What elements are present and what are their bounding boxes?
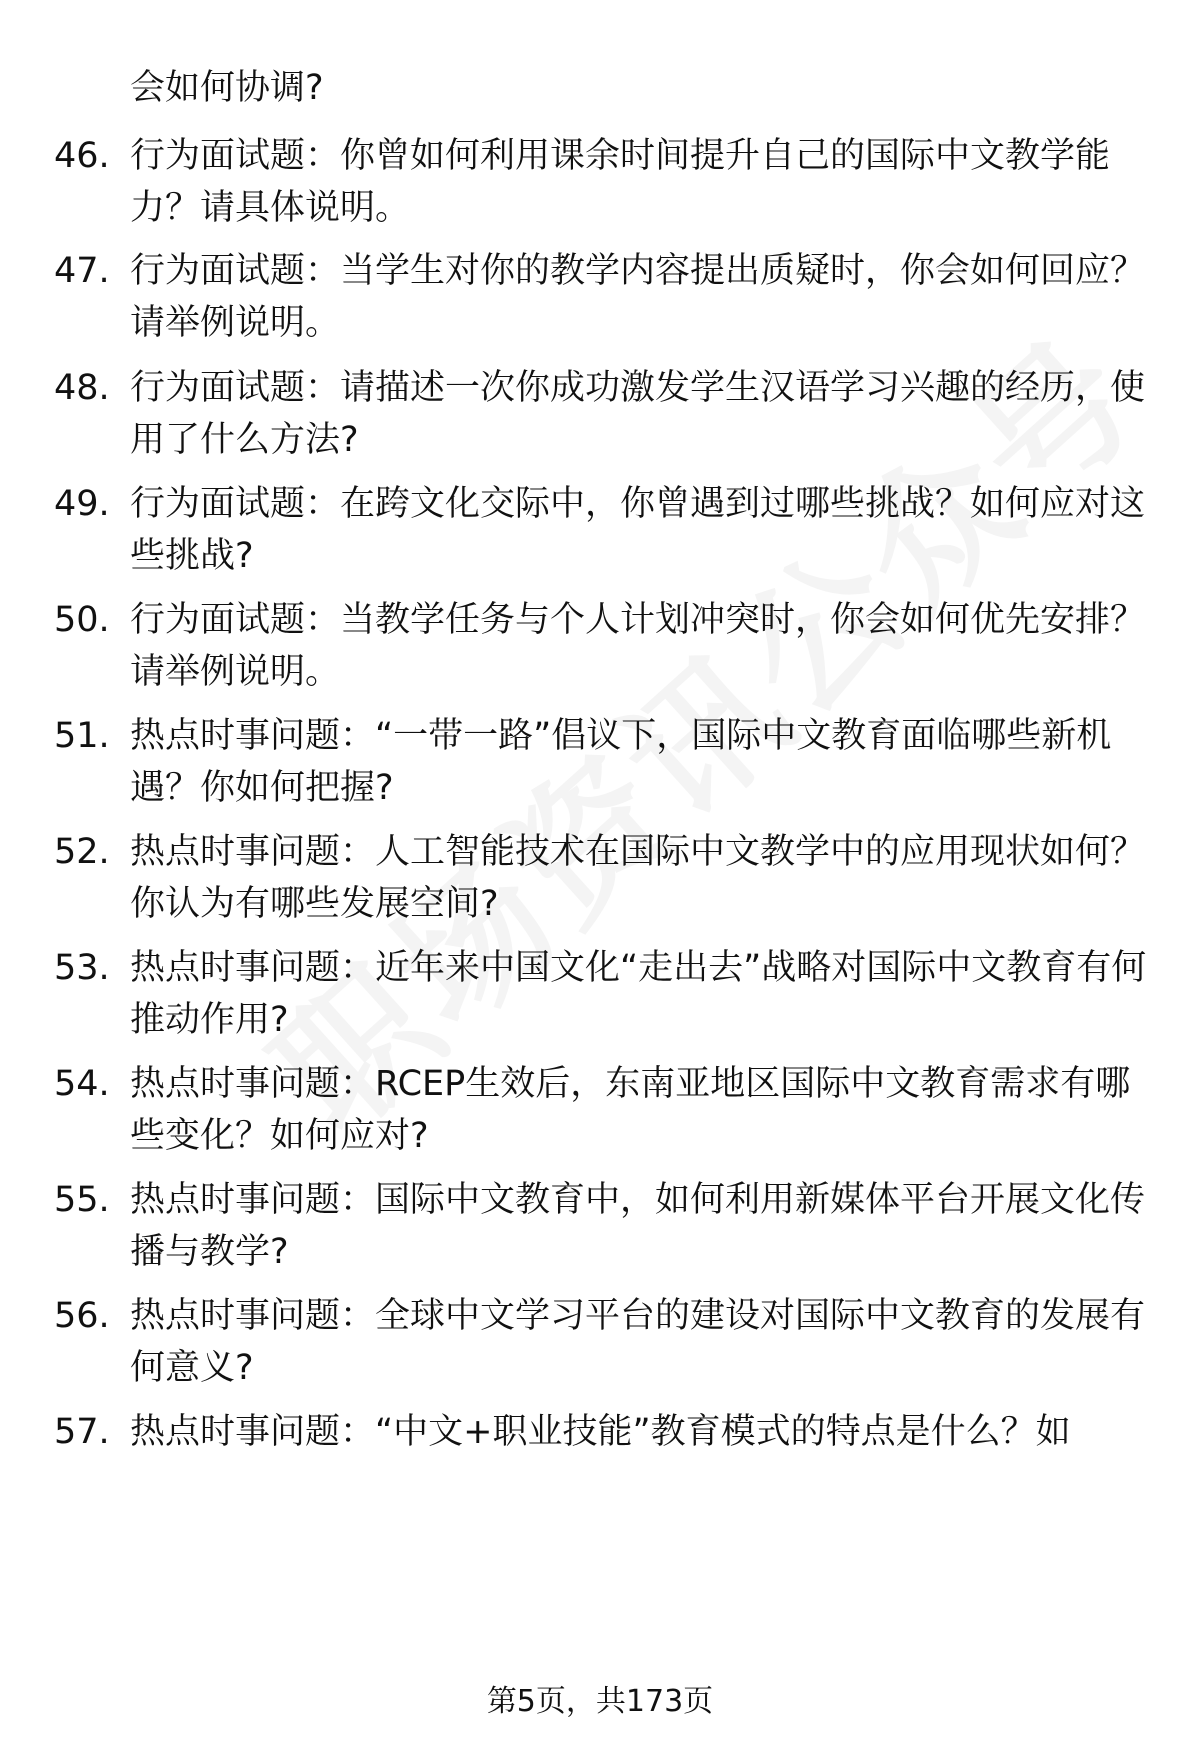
question-item-48 xyxy=(54,362,1164,466)
question-text: 热点时事问题：全球中文学习平台的建设对国际中文教育的发展有何意义? xyxy=(130,1296,1146,1388)
question-text: 热点时事问题：人工智能技术在国际中文教学中的应用现状如何？你认为有哪些发展空间? xyxy=(130,832,1146,924)
question-text: 行为面试题：在跨文化交际中，你曾遇到过哪些挑战？如何应对这些挑战? xyxy=(130,484,1146,576)
question-item-57 xyxy=(54,1406,1164,1458)
question-number: 57. xyxy=(54,1412,110,1452)
question-number: 55. xyxy=(54,1180,110,1220)
question-text: 热点时事问题：“中文+职业技能”教育模式的特点是什么？如 xyxy=(130,1412,1071,1452)
question-text: 行为面试题：你曾如何利用课余时间提升自己的国际中文教学能力？请具体说明。 xyxy=(130,136,1111,228)
page-footer: 第5页，共173页 xyxy=(486,1684,714,1719)
question-item-52 xyxy=(54,826,1164,930)
question-item-51 xyxy=(54,710,1164,814)
question-item-46 xyxy=(54,130,1164,234)
question-item-49 xyxy=(54,478,1164,582)
question-text: 热点时事问题：“一带一路”倡议下，国际中文教育面临哪些新机遇？你如何把握? xyxy=(130,716,1112,808)
question-number: 50. xyxy=(54,600,110,640)
question-item-50 xyxy=(54,594,1164,698)
question-item-55 xyxy=(54,1174,1164,1278)
question-number: 49. xyxy=(54,484,110,524)
continuation-text: 会如何协调? xyxy=(130,68,324,108)
question-number: 46. xyxy=(54,136,110,176)
question-number: 52. xyxy=(54,832,110,872)
question-number: 48. xyxy=(54,368,110,408)
question-text: 行为面试题：当学生对你的教学内容提出质疑时，你会如何回应？请举例说明。 xyxy=(130,251,1146,343)
question-item-47 xyxy=(54,245,1164,349)
question-number: 54. xyxy=(54,1064,110,1104)
question-text: 热点时事问题：RCEP生效后，东南亚地区国际中文教育需求有哪些变化？如何应对? xyxy=(130,1064,1131,1156)
question-item-54 xyxy=(54,1058,1164,1162)
question-number: 51. xyxy=(54,716,110,756)
question-number: 53. xyxy=(54,948,110,988)
question-item-56 xyxy=(54,1290,1164,1394)
question-text: 行为面试题：当教学任务与个人计划冲突时，你会如何优先安排？请举例说明。 xyxy=(130,600,1146,692)
question-text: 热点时事问题：国际中文教育中，如何利用新媒体平台开展文化传播与教学? xyxy=(130,1180,1146,1272)
question-number: 56. xyxy=(54,1296,110,1336)
question-text: 热点时事问题：近年来中国文化“走出去”战略对国际中文教育有何推动作用? xyxy=(130,948,1147,1040)
question-text: 行为面试题：请描述一次你成功激发学生汉语学习兴趣的经历，使用了什么方法? xyxy=(130,368,1146,460)
question-item-53 xyxy=(54,942,1164,1046)
question-number: 47. xyxy=(54,251,110,291)
